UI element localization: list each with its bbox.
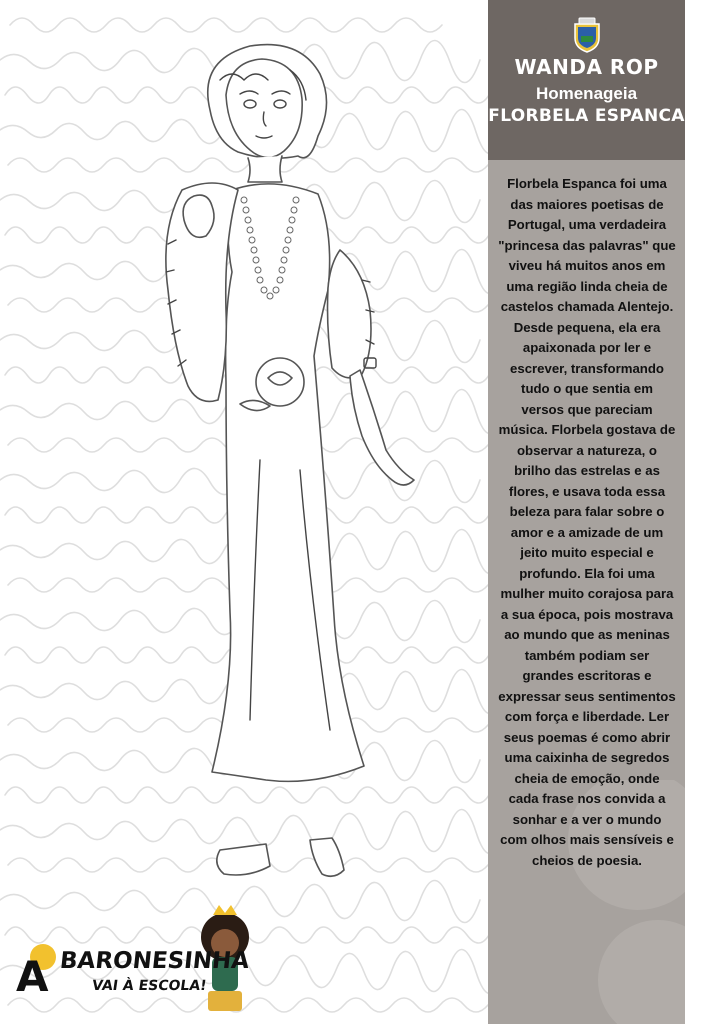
woman-illustration (140, 40, 470, 900)
header-subtitle: Homenageia (535, 84, 638, 103)
header-name: WANDA ROP (514, 55, 659, 79)
municipal-crest-icon (567, 14, 607, 54)
logo-title: BARONESINHA (58, 948, 251, 974)
header-honoree: FLORBELA ESPANCA (488, 106, 685, 126)
svg-text:A: A (16, 952, 49, 1001)
crown-icon (213, 905, 237, 915)
logo-subtitle: VAI À ESCOLA! (90, 978, 208, 994)
bio-text: Florbela Espanca foi uma das maiores poetisas de Portugal, uma verdadeira "princesa das palavras" que viveu há muitos anos em uma região linda cheia de castelos chamada Alentejo. Desde pequena, ela era apaixonada por ler e escrever, transformando tudo o que sentia em versos que pareciam música. Florbela gostava de observar a natureza, o brilho das estrelas e as flores, e usava toda essa beleza para falar sobre o amor e a amizade de um jeito muito especial e profundo. Ela foi uma mulher muito corajosa para a sua época, pois mostrava ao mundo que as meninas também podiam ser grandes escritoras e expressar seus sentimentos com força e liberdade. Ler seus poemas é como abrir uma caixinha de segredos cheia de emoção, onde cada frase nos convida a sonhar e a ver o mundo com olhos mais sensíveis e cheios de poesia. (498, 176, 676, 868)
panel-header (488, 0, 685, 160)
